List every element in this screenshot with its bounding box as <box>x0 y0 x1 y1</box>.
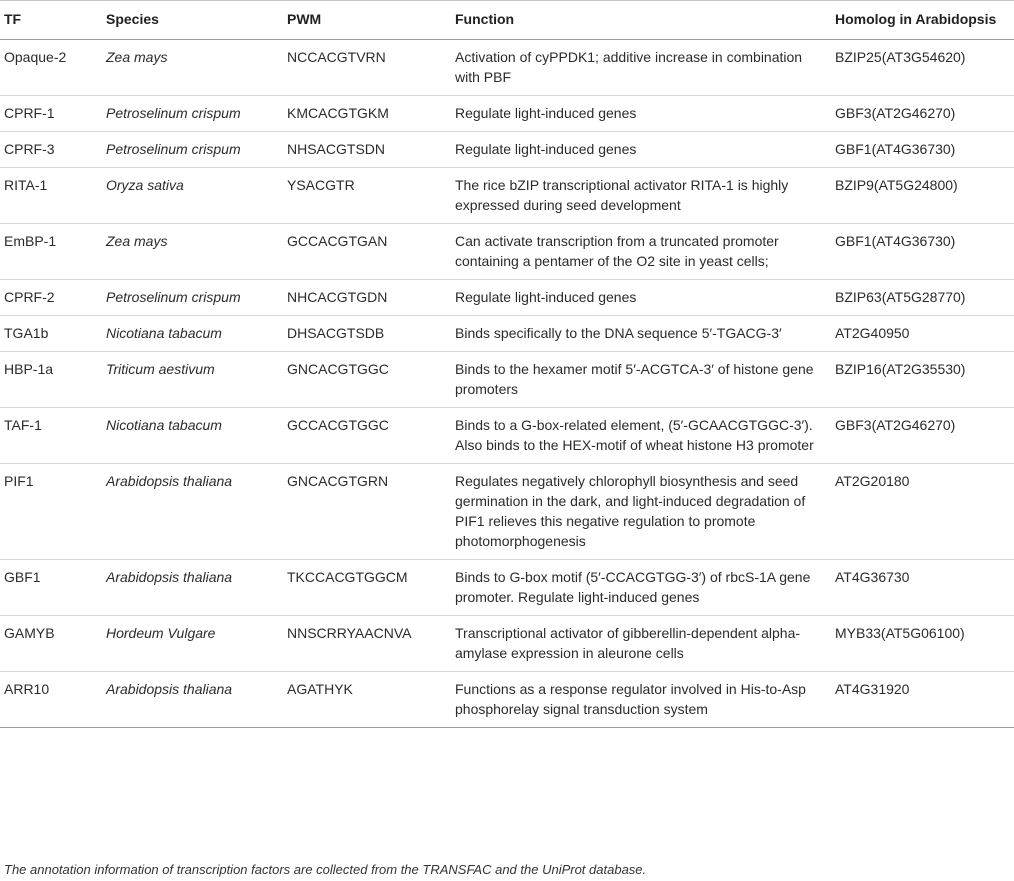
table-row <box>0 316 1014 352</box>
cell-function: Activation of cyPPDK1; additive increase in combination with PBF <box>451 40 831 96</box>
table-row <box>0 408 1014 464</box>
cell-homolog: BZIP25(AT3G54620) <box>831 40 1014 96</box>
cell-pwm: TKCCACGTGGCM <box>283 560 451 616</box>
cell-species: Oryza sativa <box>102 168 283 224</box>
cell-function: Transcriptional activator of gibberellin-dependent alpha-amylase expression in aleurone cells <box>451 616 831 672</box>
cell-tf: HBP-1a <box>0 352 102 408</box>
cell-tf: CPRF-1 <box>0 96 102 132</box>
header-species: Species <box>102 1 283 40</box>
cell-tf: TAF-1 <box>0 408 102 464</box>
cell-pwm: NHSACGTSDN <box>283 132 451 168</box>
cell-pwm: NCCACGTVRN <box>283 40 451 96</box>
cell-function: Binds to a G-box-related element, (5′-GCAACGTGGC-3′). Also binds to the HEX-motif of wheat histone H3 promoter <box>451 408 831 464</box>
cell-function: Regulate light-induced genes <box>451 96 831 132</box>
cell-species: Zea mays <box>102 40 283 96</box>
cell-pwm: DHSACGTSDB <box>283 316 451 352</box>
cell-species: Petroselinum crispum <box>102 280 283 316</box>
cell-tf: ARR10 <box>0 672 102 728</box>
table-row <box>0 168 1014 224</box>
header-tf: TF <box>0 1 102 40</box>
cell-species: Nicotiana tabacum <box>102 316 283 352</box>
table-row <box>0 352 1014 408</box>
header-pwm: PWM <box>283 1 451 40</box>
cell-tf: RITA-1 <box>0 168 102 224</box>
cell-pwm: AGATHYK <box>283 672 451 728</box>
table-row <box>0 616 1014 672</box>
cell-function: Regulate light-induced genes <box>451 280 831 316</box>
cell-pwm: KMCACGTGKM <box>283 96 451 132</box>
cell-homolog: BZIP16(AT2G35530) <box>831 352 1014 408</box>
cell-tf: PIF1 <box>0 464 102 560</box>
cell-species: Arabidopsis thaliana <box>102 464 283 560</box>
cell-tf: EmBP-1 <box>0 224 102 280</box>
cell-pwm: GNCACGTGRN <box>283 464 451 560</box>
table-row <box>0 132 1014 168</box>
table-footnote: The annotation information of transcription factors are collected from the TRANSFAC and the UniProt database. <box>4 862 647 877</box>
cell-species: Zea mays <box>102 224 283 280</box>
cell-species: Petroselinum crispum <box>102 132 283 168</box>
cell-species: Nicotiana tabacum <box>102 408 283 464</box>
cell-tf: Opaque-2 <box>0 40 102 96</box>
cell-homolog: GBF1(AT4G36730) <box>831 132 1014 168</box>
cell-tf: CPRF-3 <box>0 132 102 168</box>
cell-homolog: AT2G20180 <box>831 464 1014 560</box>
cell-homolog: AT2G40950 <box>831 316 1014 352</box>
cell-homolog: AT4G36730 <box>831 560 1014 616</box>
cell-pwm: NNSCRRYAACNVA <box>283 616 451 672</box>
table-row <box>0 672 1014 728</box>
table-row <box>0 40 1014 96</box>
cell-function: Functions as a response regulator involved in His-to-Asp phosphorelay signal transduction system <box>451 672 831 728</box>
cell-function: The rice bZIP transcriptional activator RITA-1 is highly expressed during seed development <box>451 168 831 224</box>
cell-species: Arabidopsis thaliana <box>102 672 283 728</box>
cell-homolog: BZIP63(AT5G28770) <box>831 280 1014 316</box>
table-row <box>0 96 1014 132</box>
cell-tf: CPRF-2 <box>0 280 102 316</box>
cell-species: Hordeum Vulgare <box>102 616 283 672</box>
cell-pwm: YSACGTR <box>283 168 451 224</box>
cell-species: Arabidopsis thaliana <box>102 560 283 616</box>
table-row <box>0 464 1014 560</box>
header-function: Function <box>451 1 831 40</box>
cell-pwm: GNCACGTGGC <box>283 352 451 408</box>
cell-homolog: BZIP9(AT5G24800) <box>831 168 1014 224</box>
table-row <box>0 560 1014 616</box>
cell-pwm: GCCACGTGGC <box>283 408 451 464</box>
cell-function: Binds to G-box motif (5′-CCACGTGG-3′) of rbcS-1A gene promoter. Regulate light-induced genes <box>451 560 831 616</box>
cell-function: Regulate light-induced genes <box>451 132 831 168</box>
cell-homolog: AT4G31920 <box>831 672 1014 728</box>
cell-function: Binds specifically to the DNA sequence 5′-TGACG-3′ <box>451 316 831 352</box>
cell-species: Triticum aestivum <box>102 352 283 408</box>
cell-homolog: MYB33(AT5G06100) <box>831 616 1014 672</box>
table-header-row <box>0 1 1014 40</box>
table-row <box>0 224 1014 280</box>
cell-tf: GBF1 <box>0 560 102 616</box>
cell-pwm: GCCACGTGAN <box>283 224 451 280</box>
header-homolog: Homolog in Arabidopsis <box>831 1 1014 40</box>
cell-function: Binds to the hexamer motif 5′-ACGTCA-3′ of histone gene promoters <box>451 352 831 408</box>
cell-homolog: GBF1(AT4G36730) <box>831 224 1014 280</box>
table-row <box>0 280 1014 316</box>
cell-tf: TGA1b <box>0 316 102 352</box>
cell-species: Petroselinum crispum <box>102 96 283 132</box>
cell-function: Regulates negatively chlorophyll biosynthesis and seed germination in the dark, and light-induced degradation of PIF1 relieves this negative regulation to promote photomorphogenesis <box>451 464 831 560</box>
cell-homolog: GBF3(AT2G46270) <box>831 408 1014 464</box>
cell-function: Can activate transcription from a truncated promoter containing a pentamer of the O2 site in yeast cells; <box>451 224 831 280</box>
cell-homolog: GBF3(AT2G46270) <box>831 96 1014 132</box>
cell-pwm: NHCACGTGDN <box>283 280 451 316</box>
cell-tf: GAMYB <box>0 616 102 672</box>
table-body <box>0 40 1014 728</box>
